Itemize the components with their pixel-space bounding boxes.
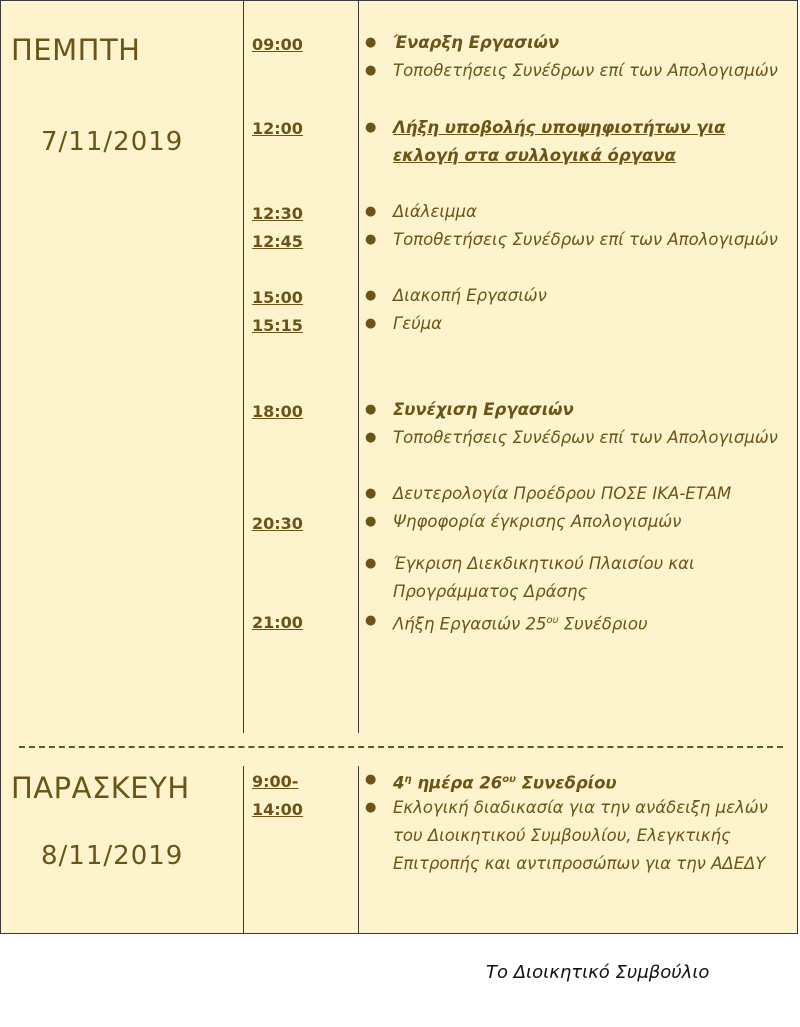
list-item: ● Γεύμα <box>365 310 790 338</box>
bullet-icon: ● <box>365 63 377 78</box>
day-separator <box>19 746 783 748</box>
time-0900-day2: 9:00- <box>252 772 299 791</box>
time-2100: 21:00 <box>252 613 303 632</box>
bullet-icon: ● <box>365 772 377 787</box>
column-divider-left-day2 <box>243 766 244 934</box>
time-1200: 12:00 <box>252 119 303 138</box>
list-item: ● Διάλειμμα <box>365 198 790 226</box>
day1-name: ΠΕΜΠΤΗ <box>11 33 141 67</box>
list-item: ● Έγκριση Διεκδικητικού Πλαισίου και Προγράμματος Δράσης <box>365 550 790 606</box>
time-1400-day2: 14:00 <box>252 800 303 819</box>
list-item: ● Τοποθετήσεις Συνέδρων επί των Απολογισμών <box>365 424 790 452</box>
list-item: ● Ψηφοφορία έγκρισης Απολογισμών <box>365 508 790 536</box>
column-divider-left-day1 <box>243 1 244 733</box>
bullet-icon: ● <box>365 35 377 50</box>
time-1500: 15:00 <box>252 288 303 307</box>
bullet-icon: ● <box>365 288 377 303</box>
day2-date: 8/11/2019 <box>41 841 184 871</box>
time-1800: 18:00 <box>252 402 303 421</box>
list-item: ● Συνέχιση Εργασιών <box>365 396 790 424</box>
footer-signature: Το Διοικητικό Συμβούλιο <box>486 962 710 983</box>
time-2030: 20:30 <box>252 514 303 533</box>
time-1245: 12:45 <box>252 232 303 251</box>
day2-name: ΠΑΡΑΣΚΕΥΗ <box>11 771 190 805</box>
list-item: ● Έναρξη Εργασιών <box>365 29 790 57</box>
bullet-icon: ● <box>365 402 377 417</box>
bullet-icon: ● <box>365 613 377 628</box>
bullet-icon: ● <box>365 514 377 529</box>
bullet-icon: ● <box>365 486 377 501</box>
bullet-icon: ● <box>365 800 377 815</box>
bullet-icon: ● <box>365 316 377 331</box>
column-divider-right-day1 <box>358 1 359 733</box>
list-item: ● $4^\eta$ ημέρα $26^{o\upsilon}$ Συνεδρίου <box>365 766 790 798</box>
list-item: ● Διακοπή Εργασιών <box>365 282 790 310</box>
time-1230: 12:30 <box>252 204 303 223</box>
list-item: ● Τοποθετήσεις Συνέδρων επί των Απολογισμών <box>365 57 790 85</box>
bullet-icon: ● <box>365 120 377 135</box>
day1-date: 7/11/2019 <box>41 127 184 157</box>
time-0900: 09:00 <box>252 35 303 54</box>
list-item: ● Λήξη Εργασιών $25^{o\upsilon}$ Συνέδριου <box>365 607 790 639</box>
column-divider-right-day2 <box>358 766 359 934</box>
bullet-icon: ● <box>365 232 377 247</box>
list-item: ● Δευτερολογία Προέδρου ΠΟΣΕ ΙΚΑ-ΕΤΑΜ <box>365 480 790 508</box>
list-item: ● Τοποθετήσεις Συνέδρων επί των Απολογισμών <box>365 226 790 254</box>
list-item: ● Εκλογική διαδικασία για την ανάδειξη μελών του Διοικητικού Συμβουλίου, Ελεγκτικής Επιτροπής και αντιπροσώπων για την ΑΔΕΔΥ <box>365 794 790 878</box>
list-item: ● Λήξη υποβολής υποψηφιοτήτων για εκλογή στα συλλογικά όργανα <box>365 114 790 170</box>
bullet-icon: ● <box>365 556 377 571</box>
bullet-icon: ● <box>365 430 377 445</box>
time-1515: 15:15 <box>252 316 303 335</box>
bullet-icon: ● <box>365 204 377 219</box>
